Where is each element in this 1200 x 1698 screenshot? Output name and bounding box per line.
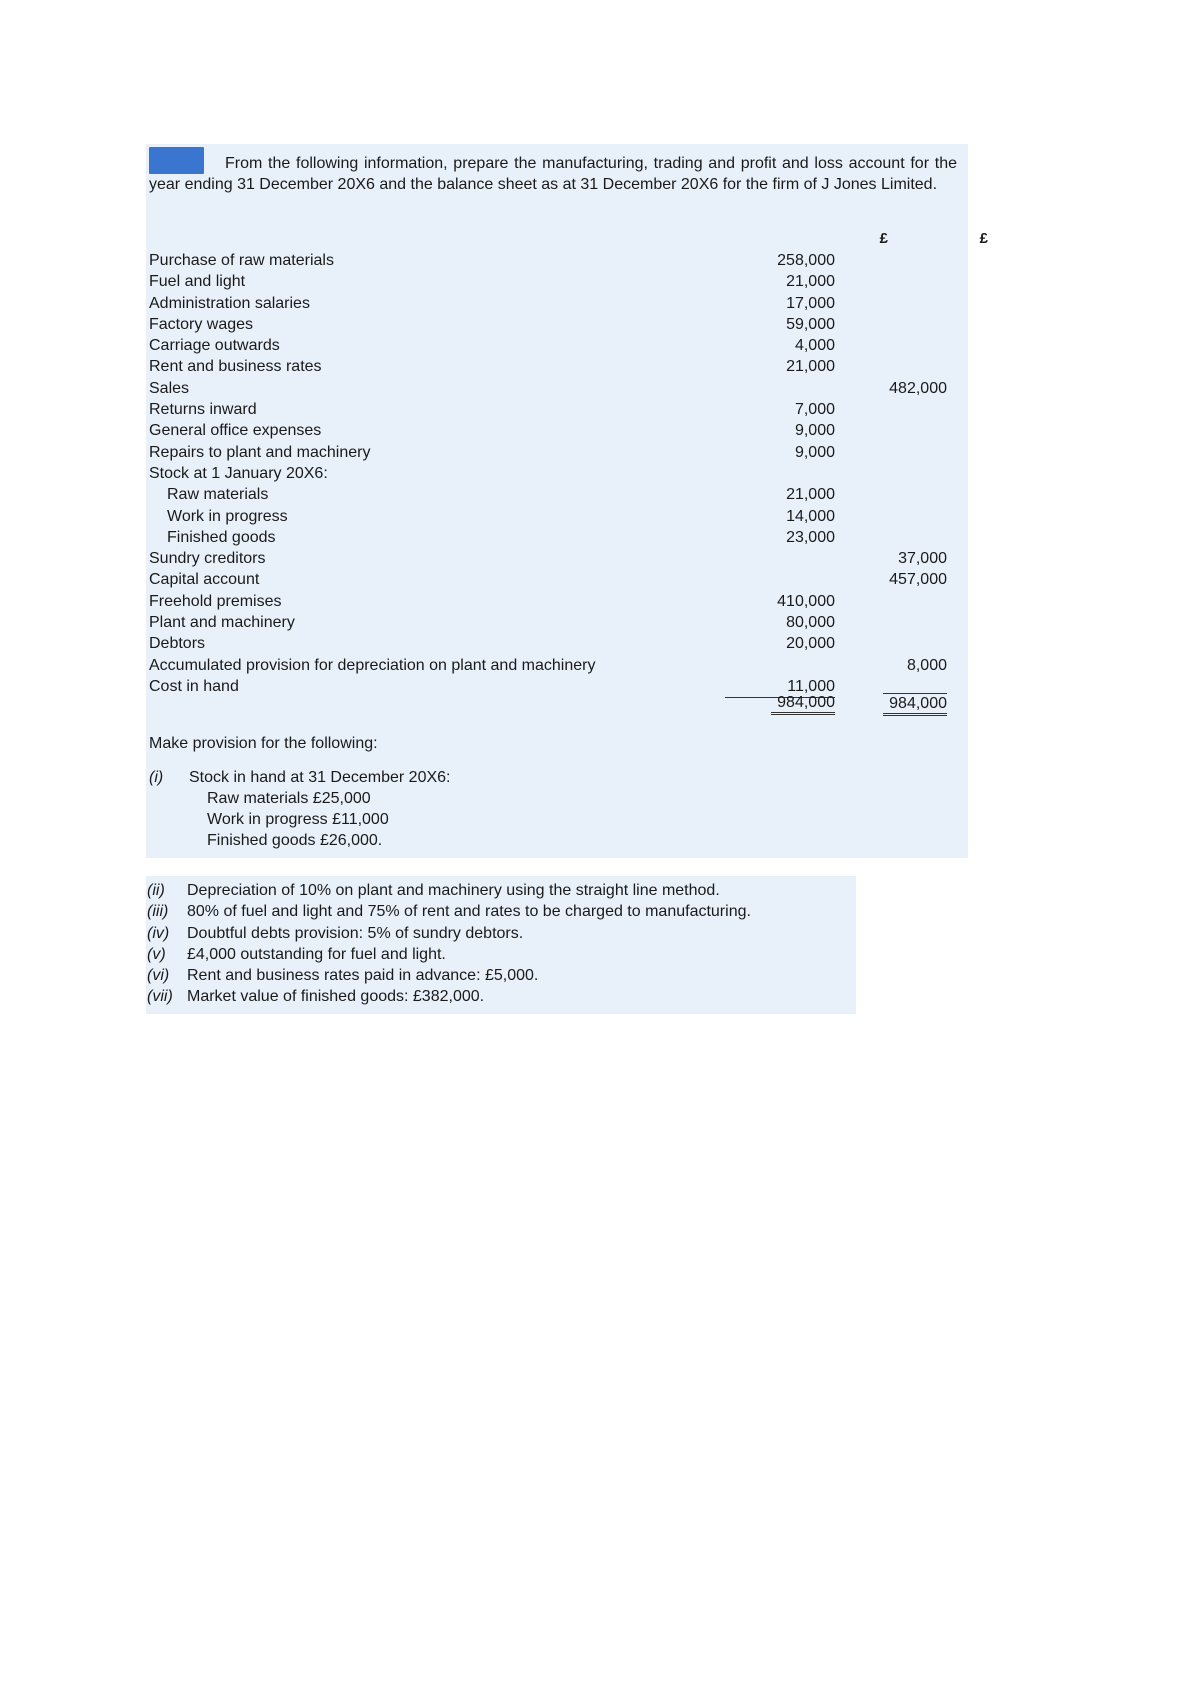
row-value-col1: 21,000 xyxy=(786,273,835,291)
table-row xyxy=(149,293,967,314)
provision-i-text: Stock in hand at 31 December 20X6: xyxy=(189,769,451,786)
table-row xyxy=(149,506,967,527)
table-row xyxy=(149,442,967,463)
row-label: Finished goods xyxy=(167,528,276,546)
row-label: Repairs to plant and machinery xyxy=(149,443,371,461)
provision-item xyxy=(147,923,751,944)
row-value-col1: 17,000 xyxy=(786,294,835,312)
provision-item xyxy=(147,901,751,922)
row-value-col1: 11,000 xyxy=(725,676,835,698)
provision-text: Market value of finished goods: £382,000. xyxy=(187,988,485,1006)
provision-number: (vi) xyxy=(147,967,170,985)
provision-text: Rent and business rates paid in advance: £5,000. xyxy=(187,967,539,985)
intro-first-line: From the following information, prepare the manufacturing, trading and profit and loss xyxy=(225,155,843,172)
table-row xyxy=(149,463,967,484)
provision-text: 80% of fuel and light and 75% of rent and rates to be charged to manufacturing. xyxy=(187,903,751,921)
table-row xyxy=(149,484,967,505)
table-row xyxy=(149,314,967,335)
row-label: Purchase of raw materials xyxy=(149,252,334,269)
provision-text: Depreciation of 10% on plant and machinery using the straight line method. xyxy=(187,882,720,899)
row-value-col1: 20,000 xyxy=(786,635,835,653)
provision-text: Doubtful debts provision: 5% of sundry debtors. xyxy=(187,924,524,942)
table-row xyxy=(149,420,967,441)
table-row xyxy=(149,356,967,377)
table-row xyxy=(149,335,967,356)
row-value-col1: 410,000 xyxy=(777,592,835,610)
provision-i xyxy=(149,767,451,851)
row-value-col2: 37,000 xyxy=(898,550,947,568)
provision-number: (iii) xyxy=(147,903,169,921)
row-label: Administration salaries xyxy=(149,294,310,312)
row-label: Sales xyxy=(149,379,190,397)
provision-number: (v) xyxy=(147,945,166,963)
total-col2: 984,000 xyxy=(883,693,947,716)
row-value-col2: 482,000 xyxy=(889,379,947,397)
provision-i-item: Raw materials £25,000 xyxy=(207,790,371,807)
row-label: Fuel and light xyxy=(149,273,246,291)
provision-item xyxy=(147,986,751,1007)
table-row xyxy=(149,633,967,654)
provision-item xyxy=(147,880,751,901)
row-label: Freehold premises xyxy=(149,592,282,610)
total-col1: 984,000 xyxy=(771,693,835,715)
table-row xyxy=(149,399,967,420)
provision-i-item: Work in progress £11,000 xyxy=(207,811,389,828)
row-label: Stock at 1 January 20X6: xyxy=(149,464,328,482)
row-label: Rent and business rates xyxy=(149,358,322,376)
make-provision-heading: Make provision for the following: xyxy=(149,735,378,752)
row-label: Accumulated provision for depreciation on plant and machinery xyxy=(149,656,596,674)
intro-rest: account for the year ending 31 December 20X6 and the balance sheet as at 31 December 20X6 for the firm of J Jones Limited. xyxy=(149,155,957,193)
column-header-1: £ xyxy=(879,230,888,247)
row-value-col1: 7,000 xyxy=(794,401,835,419)
provision-number: (ii) xyxy=(147,882,165,899)
table-row xyxy=(149,271,967,292)
provision-i-item: Finished goods £26,000. xyxy=(207,832,383,849)
table-row xyxy=(149,378,967,399)
row-value-col1: 4,000 xyxy=(794,337,835,355)
row-value-col1: 21,000 xyxy=(786,486,835,504)
row-label: Sundry creditors xyxy=(149,550,266,568)
table-row xyxy=(149,527,967,548)
row-value-col1: 23,000 xyxy=(786,528,835,546)
table-row xyxy=(149,250,967,271)
row-label: Capital account xyxy=(149,571,260,589)
table-row xyxy=(149,569,967,590)
row-value-col2: 8,000 xyxy=(906,656,947,674)
provision-text: £4,000 outstanding for fuel and light. xyxy=(187,945,446,963)
provision-i-number: (i) xyxy=(149,769,164,786)
row-label: General office expenses xyxy=(149,422,322,440)
row-value-col1: 21,000 xyxy=(786,358,835,376)
provisions-list xyxy=(147,880,751,1008)
provision-number: (vii) xyxy=(147,988,173,1006)
row-value-col1: 9,000 xyxy=(794,422,835,440)
row-value-col1: 59,000 xyxy=(786,315,835,333)
question-panel xyxy=(146,144,988,858)
provision-number: (iv) xyxy=(147,924,170,942)
table-row xyxy=(149,548,967,569)
row-value-col1: 80,000 xyxy=(786,614,835,632)
table-row xyxy=(149,591,967,612)
row-label: Returns inward xyxy=(149,401,257,419)
column-header-2: £ xyxy=(979,230,988,247)
row-label: Raw materials xyxy=(167,486,269,504)
row-value-col1: 14,000 xyxy=(786,507,835,525)
totals-row xyxy=(149,687,967,717)
row-value-col1: 258,000 xyxy=(777,252,835,269)
row-label: Work in progress xyxy=(167,507,288,525)
provision-item xyxy=(147,965,751,986)
trial-balance-table xyxy=(149,250,967,697)
row-value-col2: 457,000 xyxy=(889,571,947,589)
table-row xyxy=(149,655,967,676)
row-label: Cost in hand xyxy=(149,677,239,695)
provision-item xyxy=(147,944,751,965)
row-value-col1: 9,000 xyxy=(794,443,835,461)
row-label: Debtors xyxy=(149,635,206,653)
row-label: Factory wages xyxy=(149,315,254,333)
table-row xyxy=(149,612,967,633)
row-label: Plant and machinery xyxy=(149,614,295,632)
row-label: Carriage outwards xyxy=(149,337,280,355)
provisions-panel xyxy=(146,876,856,1014)
question-intro xyxy=(149,153,957,195)
